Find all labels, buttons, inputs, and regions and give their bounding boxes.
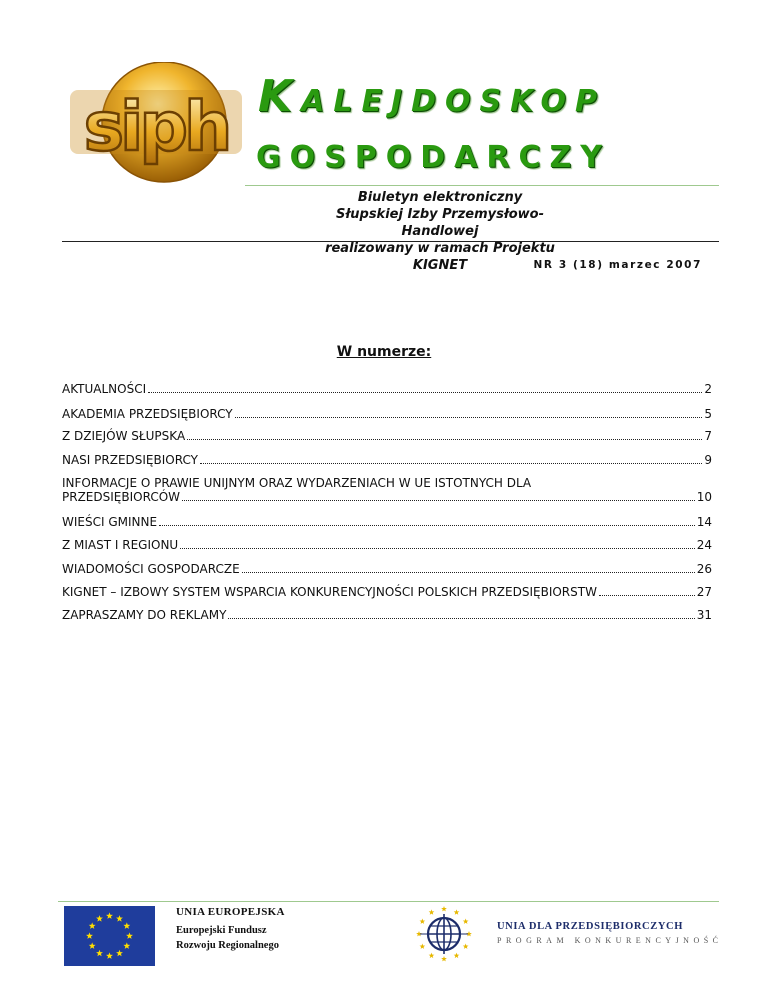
subtitle-line: Słupskiej Izby Przemysłowo-Handlowej xyxy=(336,207,544,239)
subtitle-line: realizowany w ramach Projektu KIGNET xyxy=(325,241,555,273)
toc-leader xyxy=(182,499,695,501)
toc-leader xyxy=(599,594,695,596)
toc-leader xyxy=(187,438,702,440)
eu-title: UNIA EUROPEJSKA xyxy=(176,906,285,918)
footer-divider xyxy=(58,901,719,902)
star-icon xyxy=(454,909,460,914)
toc-item-z-dziejow-slupska[interactable] xyxy=(62,429,712,443)
star-icon xyxy=(441,956,447,961)
toc-item-wiadomosci-gospodarcze[interactable] xyxy=(62,562,712,576)
logo-text: siph xyxy=(83,88,229,167)
toc-leader xyxy=(242,571,695,573)
toc-label: AKADEMIA PRZEDSIĘBIORCY xyxy=(62,407,233,421)
toc-page: 14 xyxy=(696,515,712,529)
toc-page: 7 xyxy=(704,429,712,443)
program-subtitle: PROGRAM KONKURENCYJNOŚĆ xyxy=(497,936,723,945)
toc-page: 24 xyxy=(696,538,712,552)
toc-page: 27 xyxy=(696,585,712,599)
program-title: UNIA DLA PRZEDSIĘBIORCZYCH xyxy=(497,921,683,932)
toc-item-aktualnosci[interactable] xyxy=(62,382,712,396)
toc-item-informacje-ue[interactable] xyxy=(62,476,712,504)
toc-leader xyxy=(235,416,703,418)
title-gospodarczy: GOSPODARCZY xyxy=(256,140,611,175)
title-kalejdoskop xyxy=(258,71,606,125)
toc-label: NASI PRZEDSIĘBIORCY xyxy=(62,453,198,467)
toc-leader xyxy=(228,617,694,619)
header-divider xyxy=(245,185,719,186)
star-icon xyxy=(454,953,460,958)
eu-flag-icon xyxy=(64,906,155,966)
toc-heading: W numerze: xyxy=(336,344,432,360)
star-icon xyxy=(463,944,469,949)
eu-fund-line2: Rozwoju Regionalnego xyxy=(176,940,279,951)
star-icon xyxy=(420,919,426,924)
title-initial: K xyxy=(258,71,302,122)
toc-label: WIEŚCI GMINNE xyxy=(62,515,158,529)
toc-leader xyxy=(159,524,695,526)
toc-leader xyxy=(180,547,695,549)
toc-item-z-miast-i-regionu[interactable] xyxy=(62,538,712,552)
toc-leader xyxy=(148,391,702,393)
toc-label: WIADOMOŚCI GOSPODARCZE xyxy=(62,562,240,576)
issue-number: NR 3 (18) marzec 2007 xyxy=(533,259,702,271)
toc-page: 26 xyxy=(696,562,712,576)
subtitle-divider xyxy=(62,241,719,242)
eu-fund-line1: Europejski Fundusz xyxy=(176,925,267,936)
toc-item-akademia[interactable] xyxy=(62,407,712,421)
star-icon xyxy=(441,906,447,911)
toc-label: ZAPRASZAMY DO REKLAMY xyxy=(62,608,227,622)
toc-label-line1: INFORMACJE O PRAWIE UNIJNYM ORAZ WYDARZENIACH W UE ISTOTNYCH DLA xyxy=(62,476,532,490)
toc-page: 9 xyxy=(704,453,712,467)
star-icon xyxy=(429,953,435,958)
toc-label: AKTUALNOŚCI xyxy=(62,382,147,396)
toc-item-nasi-przedsiebiorcy[interactable] xyxy=(62,453,712,467)
subtitle-line: Biuletyn elektroniczny xyxy=(357,190,523,205)
star-icon xyxy=(463,919,469,924)
globe-wheel-icon xyxy=(414,905,474,963)
toc-page: 31 xyxy=(696,608,712,622)
toc-label: Z MIAST I REGIONU xyxy=(62,538,179,552)
toc-item-wiesci-gminne[interactable] xyxy=(62,515,712,529)
toc-label: Z DZIEJÓW SŁUPSKA xyxy=(62,429,186,443)
toc-leader xyxy=(200,462,702,464)
siph-logo xyxy=(68,62,244,190)
toc-label: PRZEDSIĘBIORCÓW xyxy=(62,490,181,504)
toc-page: 5 xyxy=(704,407,712,421)
star-icon xyxy=(420,944,426,949)
toc-item-kignet[interactable] xyxy=(62,585,712,599)
toc-item-zapraszamy-do-reklamy[interactable] xyxy=(62,608,712,622)
toc-page: 2 xyxy=(704,382,712,396)
toc-page: 10 xyxy=(696,490,712,504)
title-rest: ALEJDOSKOP xyxy=(301,84,606,119)
star-icon xyxy=(429,909,435,914)
toc-label: KIGNET – IZBOWY SYSTEM WSPARCIA KONKURENCYJNOŚCI POLSKICH PRZEDSIĘBIORSTW xyxy=(62,585,597,599)
